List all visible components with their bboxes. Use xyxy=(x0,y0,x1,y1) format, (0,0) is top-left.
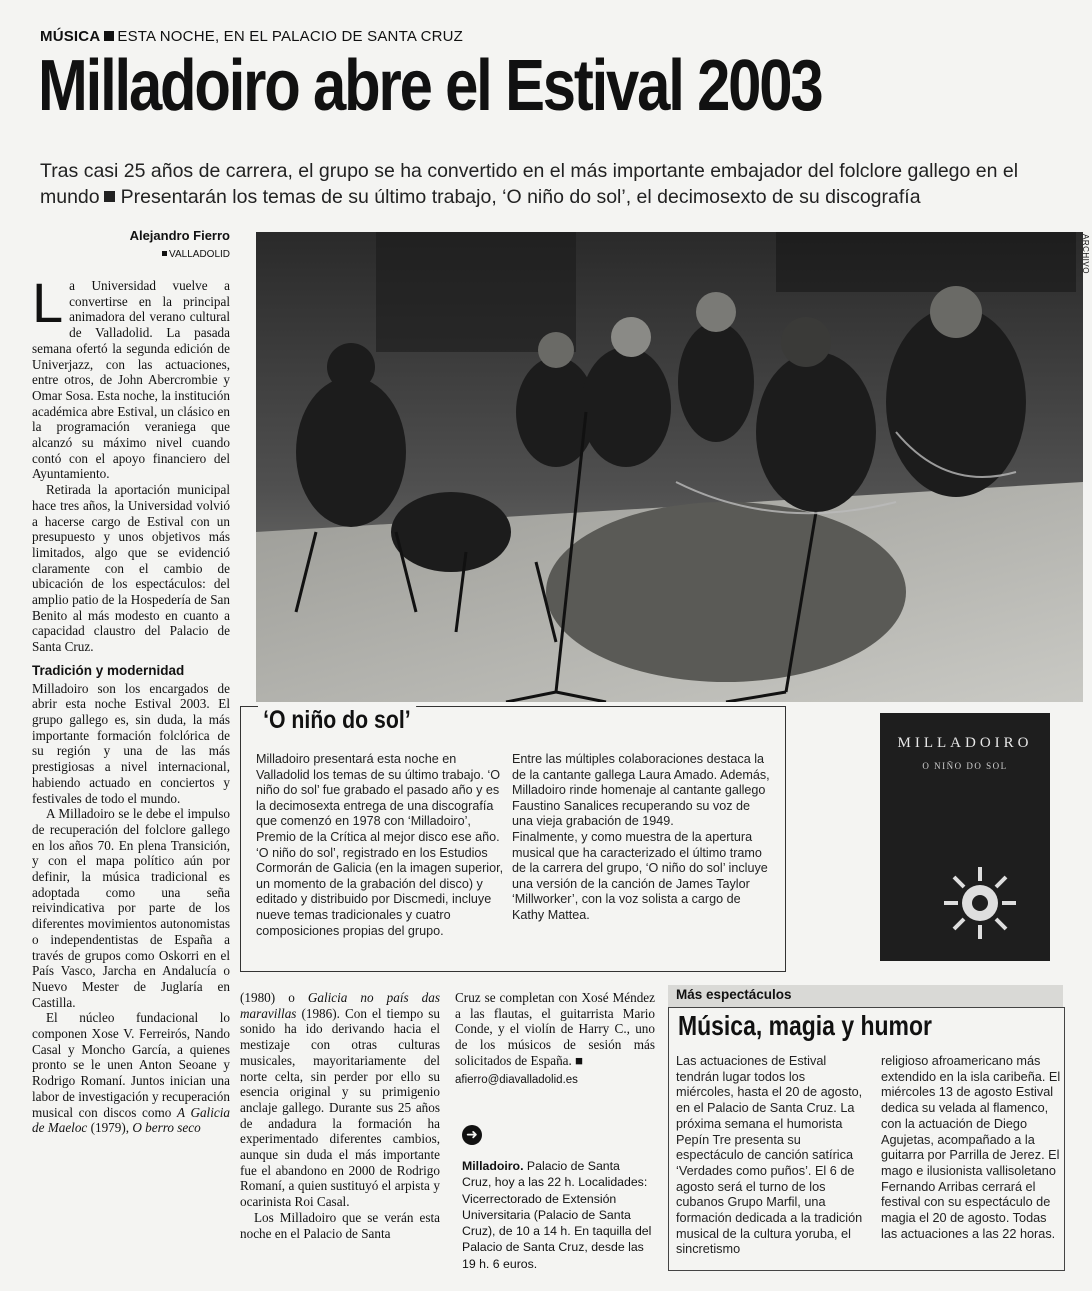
article-column-1 xyxy=(32,271,231,1136)
paragraph-text: El núcleo fundacional lo componen Xose V. Ferreirós, Nando Casal y Moncho García, a quienes pronto se le unen Anton Seoane y Rodrigo Romaní. Juntos inician una labor de investigación y recuperación musical con discos como xyxy=(32,1010,230,1120)
drop-cap: L xyxy=(32,271,64,334)
album-title-text: A Galicia de Maeloc xyxy=(32,1104,231,1136)
paragraph: Entre las múltiples colaboraciones destaca la de la cantante gallega Laura Amado. Además, Milladoiro rinde homenaje al cantante gallego Faustino Sanalices recuperando su voz de una vieja grabación de 1949. xyxy=(512,752,770,829)
paragraph-text: (1979), xyxy=(87,1120,133,1136)
square-bullet-icon xyxy=(104,31,114,41)
event-info-text: Palacio de Santa Cruz, hoy a las 22 h. Localidades: Vicerrectorado de Extensión Universitaria (Palacio de Santa Cruz), de 10 a 14 h. En taquilla del Palacio de Santa Cruz, desde las 19 h. 6 euros. xyxy=(462,1159,652,1271)
deck-part-1: Tras casi 25 años de carrera, el grupo se ha convertido en el más importante embajador del folclore gallego en el mundo xyxy=(40,160,1019,208)
kicker xyxy=(40,28,463,45)
paragraph: Finalmente, y como muestra de la apertura musical que ha caracterizado el último tramo de la carrera del grupo, ‘O niño do sol’ incluye una versión de la canción de James Taylor ‘Millworker’, con la voz solista a cargo de Kathy Mattea. xyxy=(512,829,768,922)
deck xyxy=(40,158,1055,210)
end-mark: ■ xyxy=(575,1052,584,1068)
album-title-text: O berro seco xyxy=(132,1120,201,1136)
album-cover xyxy=(880,713,1050,961)
album-title-text: Galicia no país das maravillas xyxy=(240,990,440,1021)
paragraph xyxy=(455,990,655,1069)
paragraph-text: a Universidad vuelve a convertirse en la principal animadora del verano cultural de Valladolid. La pasada semana ofertó la segunda edición de Univerjazz, con las actuaciones, entre otros, de John Abercrombie y Omar Sosa. Esta noche, la institución académica abre Estival, un clásico en la programación veraniega que alcanzó su máximo nivel cuando contó con el apoyo financiero del Ayuntamiento. xyxy=(32,278,230,482)
square-bullet-icon xyxy=(104,191,115,202)
more-shows-title: Música, magia y humor xyxy=(678,1010,932,1041)
dateline xyxy=(60,249,230,260)
paragraph xyxy=(32,271,230,482)
photo-image xyxy=(256,232,1083,702)
album-title-text: O NIÑO DO SOL xyxy=(922,761,1008,771)
more-shows-label: Más espectáculos xyxy=(676,987,792,1002)
sidebar-title: ‘O niño do sol’ xyxy=(258,706,416,735)
article-column-3 xyxy=(240,990,440,1241)
subheading: Tradición y modernidad xyxy=(32,662,185,678)
paragraph-text: (1980) o xyxy=(240,990,308,1005)
paragraph-text: Cruz se completan con Xosé Méndez a las flautas, el guitarrista Mario Conde, y el violín de Harry C., uno de los músicos de sesión más solicitados de España. xyxy=(455,990,655,1068)
album-cover-art xyxy=(880,713,1050,961)
paragraph: Retirada la aportación municipal hace tres años, la Universidad volvió a hacerse cargo de Estival con un presupuesto y unos objetivos más limitados, algo que se evidenció claramente con el cambio de ubicación de los espectáculos: del amplio patio de la Hospedería de San Benito al más modesto en cuanto a capacidad claustro del Palacio de Santa Cruz. xyxy=(32,482,230,655)
article-column-4 xyxy=(455,990,655,1088)
sun-emblem-icon xyxy=(944,867,1016,939)
recording-session-photo xyxy=(256,232,1083,702)
arrow-right-icon: ➜ xyxy=(462,1125,482,1145)
paragraph xyxy=(32,1010,230,1136)
paragraph: A Milladoiro se le debe el impulso de recuperación del folclore gallego en los años 70. En plena Transición, y con el mapa político aún por definir, la música tradicional es adoptada como una seña reivindicativa por parte de los diferentes movimientos autonomistas o independentistas de España a través de grupos como Oskorri en el País Vasco, Jarcha en Andalucía o Nuevo Mester de Juglaría en Castilla. xyxy=(32,806,230,1010)
more-shows-column-right: religioso afroamericano más extendido en la isla caribeña. El miércoles 13 de agosto Estival dedica su velada al flamenco, con la actuación de Diego Agujetas, acompañado a la guitarra por Parrilla de Jerez. El mago e ilusionista vallisoletano Fernando Arribas cerrará el festival con su espectáculo de magia el 20 de agosto. Todas las actuaciones a las 22 horas. xyxy=(881,1054,1061,1241)
author-email: afierro@diavalladolid.es xyxy=(455,1073,578,1086)
square-bullet-icon xyxy=(162,251,167,256)
section-label: MÚSICA xyxy=(40,28,101,45)
sidebar-column-right xyxy=(512,752,774,924)
paragraph: Los Milladoiro que se verán esta noche en el Palacio de Santa xyxy=(240,1209,440,1241)
album-band-text: MILLADOIRO xyxy=(897,735,1033,751)
paragraph xyxy=(240,990,440,1210)
paragraph: Milladoiro presentará esta noche en Valladolid los temas de su último trabajo. ‘O niño do sol’ fue grabado el pasado año y es la decimosexta entrega de una discografía que comenzó en 1978 con ‘Milladoiro’, Premio de la Crítica al mejor disco ese año. xyxy=(256,752,501,844)
headline: Milladoiro abre el Estival 2003 xyxy=(38,46,822,126)
sidebar-column-left xyxy=(256,752,504,939)
paragraph: ‘O niño do sol’, registrado en los Estudios Cormorán de Galicia (en la imagen superior, un momento de la grabación del disco) y editado y distribuido por Discmedi, incluye nueve temas tradicionales y cuatro composiciones propias del grupo. xyxy=(256,845,504,938)
event-info-lead: Milladoiro. xyxy=(462,1159,524,1173)
more-shows-column-left: Las actuaciones de Estival tendrán lugar todos los miércoles, hasta el 20 de agosto, en el Palacio de Santa Cruz. La próxima semana el humorista Pepín Tre presenta su espectáculo de canción satírica ‘Verdades como puños’. El 6 de agosto será el turno de los cubanos Grupo Marfil, una formación dedicada a la tradición musical de la cultura yoruba, el sincretismo xyxy=(676,1054,863,1257)
event-info xyxy=(462,1158,652,1272)
paragraph: Milladoiro son los encargados de abrir esta noche Estival 2003. El grupo gallego es, sin duda, la más importante formación folclórica de su región y una de las más prestigiosas a nivel internacional, habiendo actuado en conciertos y festivales de todo el mundo. xyxy=(32,680,230,806)
byline-author: Alejandro Fierro xyxy=(129,228,230,243)
dateline-place: VALLADOLID xyxy=(169,249,230,260)
deck-part-2: Presentarán los temas de su último trabajo, ‘O niño do sol’, el decimosexto de su discografía xyxy=(120,186,921,208)
kicker-text: ESTA NOCHE, EN EL PALACIO DE SANTA CRUZ xyxy=(117,28,464,45)
paragraph-text: (1986). Con el tiempo su sonido ha ido derivando hacia el mestizaje con otras culturas musicales, mayoritariamente del norte celta, sin perder por ello su esencia original y su primigenio anclaje gallego. Durante sus 25 años de andadura la formación ha experimentado diferentes cambios, aunque sin duda el más importante fue el abandono en 2000 de Rodrigo Romaní, a quien sustituyó el arpista y ocarinista Roi Casal. xyxy=(240,1005,440,1210)
photo-credit: ARCHIVO xyxy=(1081,234,1090,274)
